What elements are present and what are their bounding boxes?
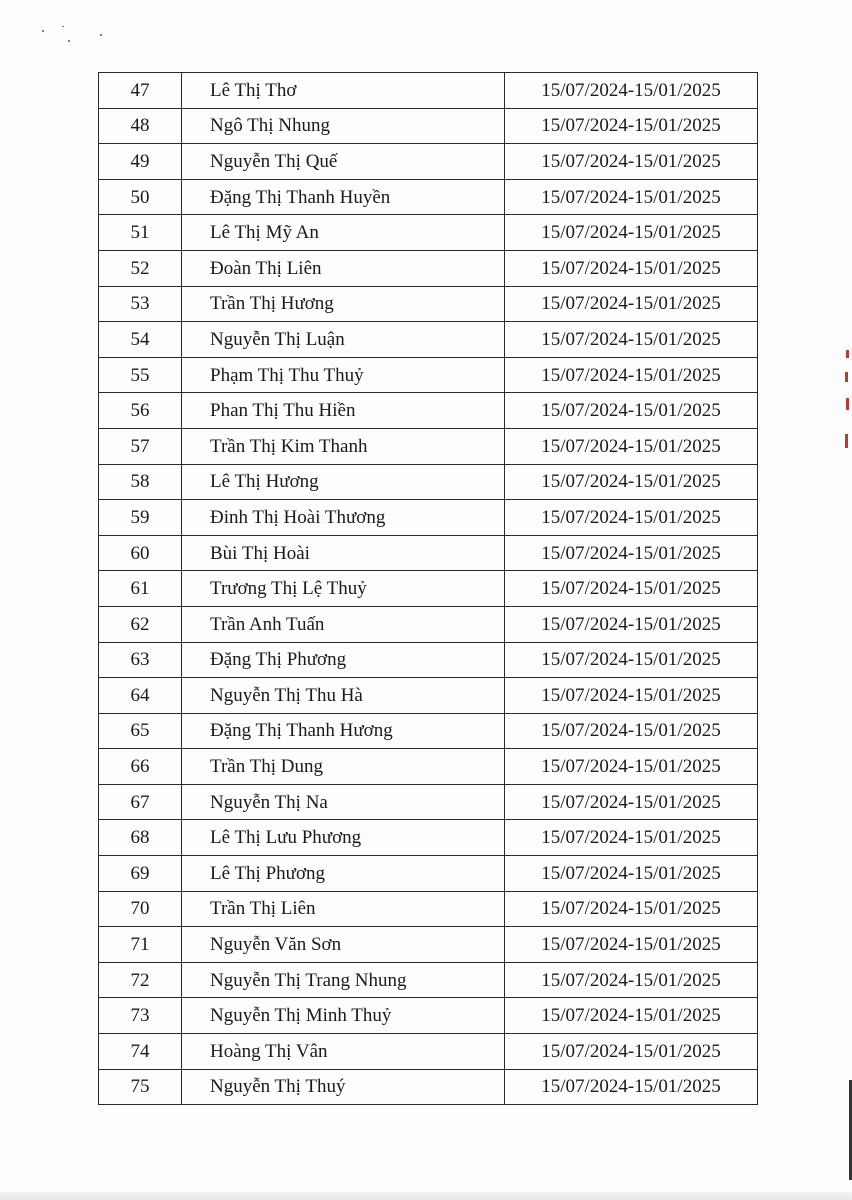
table-row	[99, 784, 758, 820]
roster-table	[98, 72, 758, 1105]
row-number: 53	[99, 286, 182, 322]
row-number: 59	[99, 500, 182, 536]
row-number: 68	[99, 820, 182, 856]
person-name: Trần Thị Dung	[182, 749, 505, 785]
row-number: 55	[99, 357, 182, 393]
person-name: Đặng Thị Thanh Hương	[182, 713, 505, 749]
person-name: Trương Thị Lệ Thuỷ	[182, 571, 505, 607]
table-row	[99, 108, 758, 144]
date-range: 15/07/2024-15/01/2025	[505, 678, 758, 714]
roster-table-body	[99, 73, 758, 1105]
row-number: 72	[99, 962, 182, 998]
person-name: Nguyễn Thị Minh Thuỷ	[182, 998, 505, 1034]
table-row	[99, 678, 758, 714]
row-number: 67	[99, 784, 182, 820]
date-range: 15/07/2024-15/01/2025	[505, 784, 758, 820]
table-row	[99, 73, 758, 109]
date-range: 15/07/2024-15/01/2025	[505, 322, 758, 358]
row-number: 70	[99, 891, 182, 927]
table-row	[99, 962, 758, 998]
table-row	[99, 428, 758, 464]
row-number: 51	[99, 215, 182, 251]
table-row	[99, 500, 758, 536]
date-range: 15/07/2024-15/01/2025	[505, 428, 758, 464]
table-row	[99, 713, 758, 749]
table-row	[99, 606, 758, 642]
person-name: Nguyễn Thị Thuý	[182, 1069, 505, 1105]
row-number: 74	[99, 1034, 182, 1070]
row-number: 64	[99, 678, 182, 714]
table-row	[99, 357, 758, 393]
row-number: 52	[99, 250, 182, 286]
table-row	[99, 998, 758, 1034]
row-number: 48	[99, 108, 182, 144]
date-range: 15/07/2024-15/01/2025	[505, 962, 758, 998]
table-row	[99, 393, 758, 429]
date-range: 15/07/2024-15/01/2025	[505, 856, 758, 892]
row-number: 49	[99, 144, 182, 180]
date-range: 15/07/2024-15/01/2025	[505, 286, 758, 322]
table-row	[99, 1069, 758, 1105]
person-name: Trần Thị Liên	[182, 891, 505, 927]
row-number: 69	[99, 856, 182, 892]
person-name: Hoàng Thị Vân	[182, 1034, 505, 1070]
row-number: 65	[99, 713, 182, 749]
date-range: 15/07/2024-15/01/2025	[505, 642, 758, 678]
row-number: 58	[99, 464, 182, 500]
row-number: 50	[99, 179, 182, 215]
table-row	[99, 820, 758, 856]
table-row	[99, 856, 758, 892]
date-range: 15/07/2024-15/01/2025	[505, 357, 758, 393]
person-name: Đặng Thị Thanh Huyền	[182, 179, 505, 215]
table-row	[99, 891, 758, 927]
date-range: 15/07/2024-15/01/2025	[505, 1069, 758, 1105]
date-range: 15/07/2024-15/01/2025	[505, 108, 758, 144]
date-range: 15/07/2024-15/01/2025	[505, 606, 758, 642]
person-name: Bùi Thị Hoài	[182, 535, 505, 571]
date-range: 15/07/2024-15/01/2025	[505, 713, 758, 749]
date-range: 15/07/2024-15/01/2025	[505, 927, 758, 963]
person-name: Đặng Thị Phương	[182, 642, 505, 678]
table-row	[99, 464, 758, 500]
person-name: Nguyễn Thị Thu Hà	[182, 678, 505, 714]
row-number: 56	[99, 393, 182, 429]
date-range: 15/07/2024-15/01/2025	[505, 215, 758, 251]
person-name: Nguyễn Văn Sơn	[182, 927, 505, 963]
date-range: 15/07/2024-15/01/2025	[505, 179, 758, 215]
date-range: 15/07/2024-15/01/2025	[505, 500, 758, 536]
scan-bottom-shadow	[0, 1192, 852, 1200]
person-name: Lê Thị Hương	[182, 464, 505, 500]
date-range: 15/07/2024-15/01/2025	[505, 1034, 758, 1070]
row-number: 60	[99, 535, 182, 571]
table-row	[99, 535, 758, 571]
table-row	[99, 179, 758, 215]
date-range: 15/07/2024-15/01/2025	[505, 393, 758, 429]
table-row	[99, 571, 758, 607]
margin-mark	[843, 350, 851, 470]
person-name: Nguyễn Thị Luận	[182, 322, 505, 358]
table-row	[99, 215, 758, 251]
person-name: Trần Thị Hương	[182, 286, 505, 322]
date-range: 15/07/2024-15/01/2025	[505, 749, 758, 785]
table-row	[99, 1034, 758, 1070]
scan-specks	[30, 18, 120, 48]
table-row	[99, 144, 758, 180]
table-row	[99, 749, 758, 785]
person-name: Trần Anh Tuấn	[182, 606, 505, 642]
person-name: Đoàn Thị Liên	[182, 250, 505, 286]
person-name: Nguyễn Thị Trang Nhung	[182, 962, 505, 998]
date-range: 15/07/2024-15/01/2025	[505, 144, 758, 180]
date-range: 15/07/2024-15/01/2025	[505, 73, 758, 109]
table-row	[99, 322, 758, 358]
date-range: 15/07/2024-15/01/2025	[505, 250, 758, 286]
person-name: Nguyễn Thị Quế	[182, 144, 505, 180]
person-name: Lê Thị Phương	[182, 856, 505, 892]
person-name: Lê Thị Mỹ An	[182, 215, 505, 251]
row-number: 73	[99, 998, 182, 1034]
person-name: Lê Thị Thơ	[182, 73, 505, 109]
table-row	[99, 642, 758, 678]
person-name: Trần Thị Kim Thanh	[182, 428, 505, 464]
row-number: 66	[99, 749, 182, 785]
row-number: 57	[99, 428, 182, 464]
person-name: Lê Thị Lưu Phương	[182, 820, 505, 856]
person-name: Nguyễn Thị Na	[182, 784, 505, 820]
row-number: 47	[99, 73, 182, 109]
date-range: 15/07/2024-15/01/2025	[505, 891, 758, 927]
row-number: 75	[99, 1069, 182, 1105]
row-number: 61	[99, 571, 182, 607]
person-name: Phan Thị Thu Hiền	[182, 393, 505, 429]
table-row	[99, 286, 758, 322]
date-range: 15/07/2024-15/01/2025	[505, 820, 758, 856]
row-number: 71	[99, 927, 182, 963]
date-range: 15/07/2024-15/01/2025	[505, 464, 758, 500]
table-row	[99, 927, 758, 963]
row-number: 54	[99, 322, 182, 358]
row-number: 62	[99, 606, 182, 642]
date-range: 15/07/2024-15/01/2025	[505, 535, 758, 571]
date-range: 15/07/2024-15/01/2025	[505, 571, 758, 607]
row-number: 63	[99, 642, 182, 678]
date-range: 15/07/2024-15/01/2025	[505, 998, 758, 1034]
person-name: Ngô Thị Nhung	[182, 108, 505, 144]
person-name: Đinh Thị Hoài Thương	[182, 500, 505, 536]
table-row	[99, 250, 758, 286]
person-name: Phạm Thị Thu Thuỷ	[182, 357, 505, 393]
